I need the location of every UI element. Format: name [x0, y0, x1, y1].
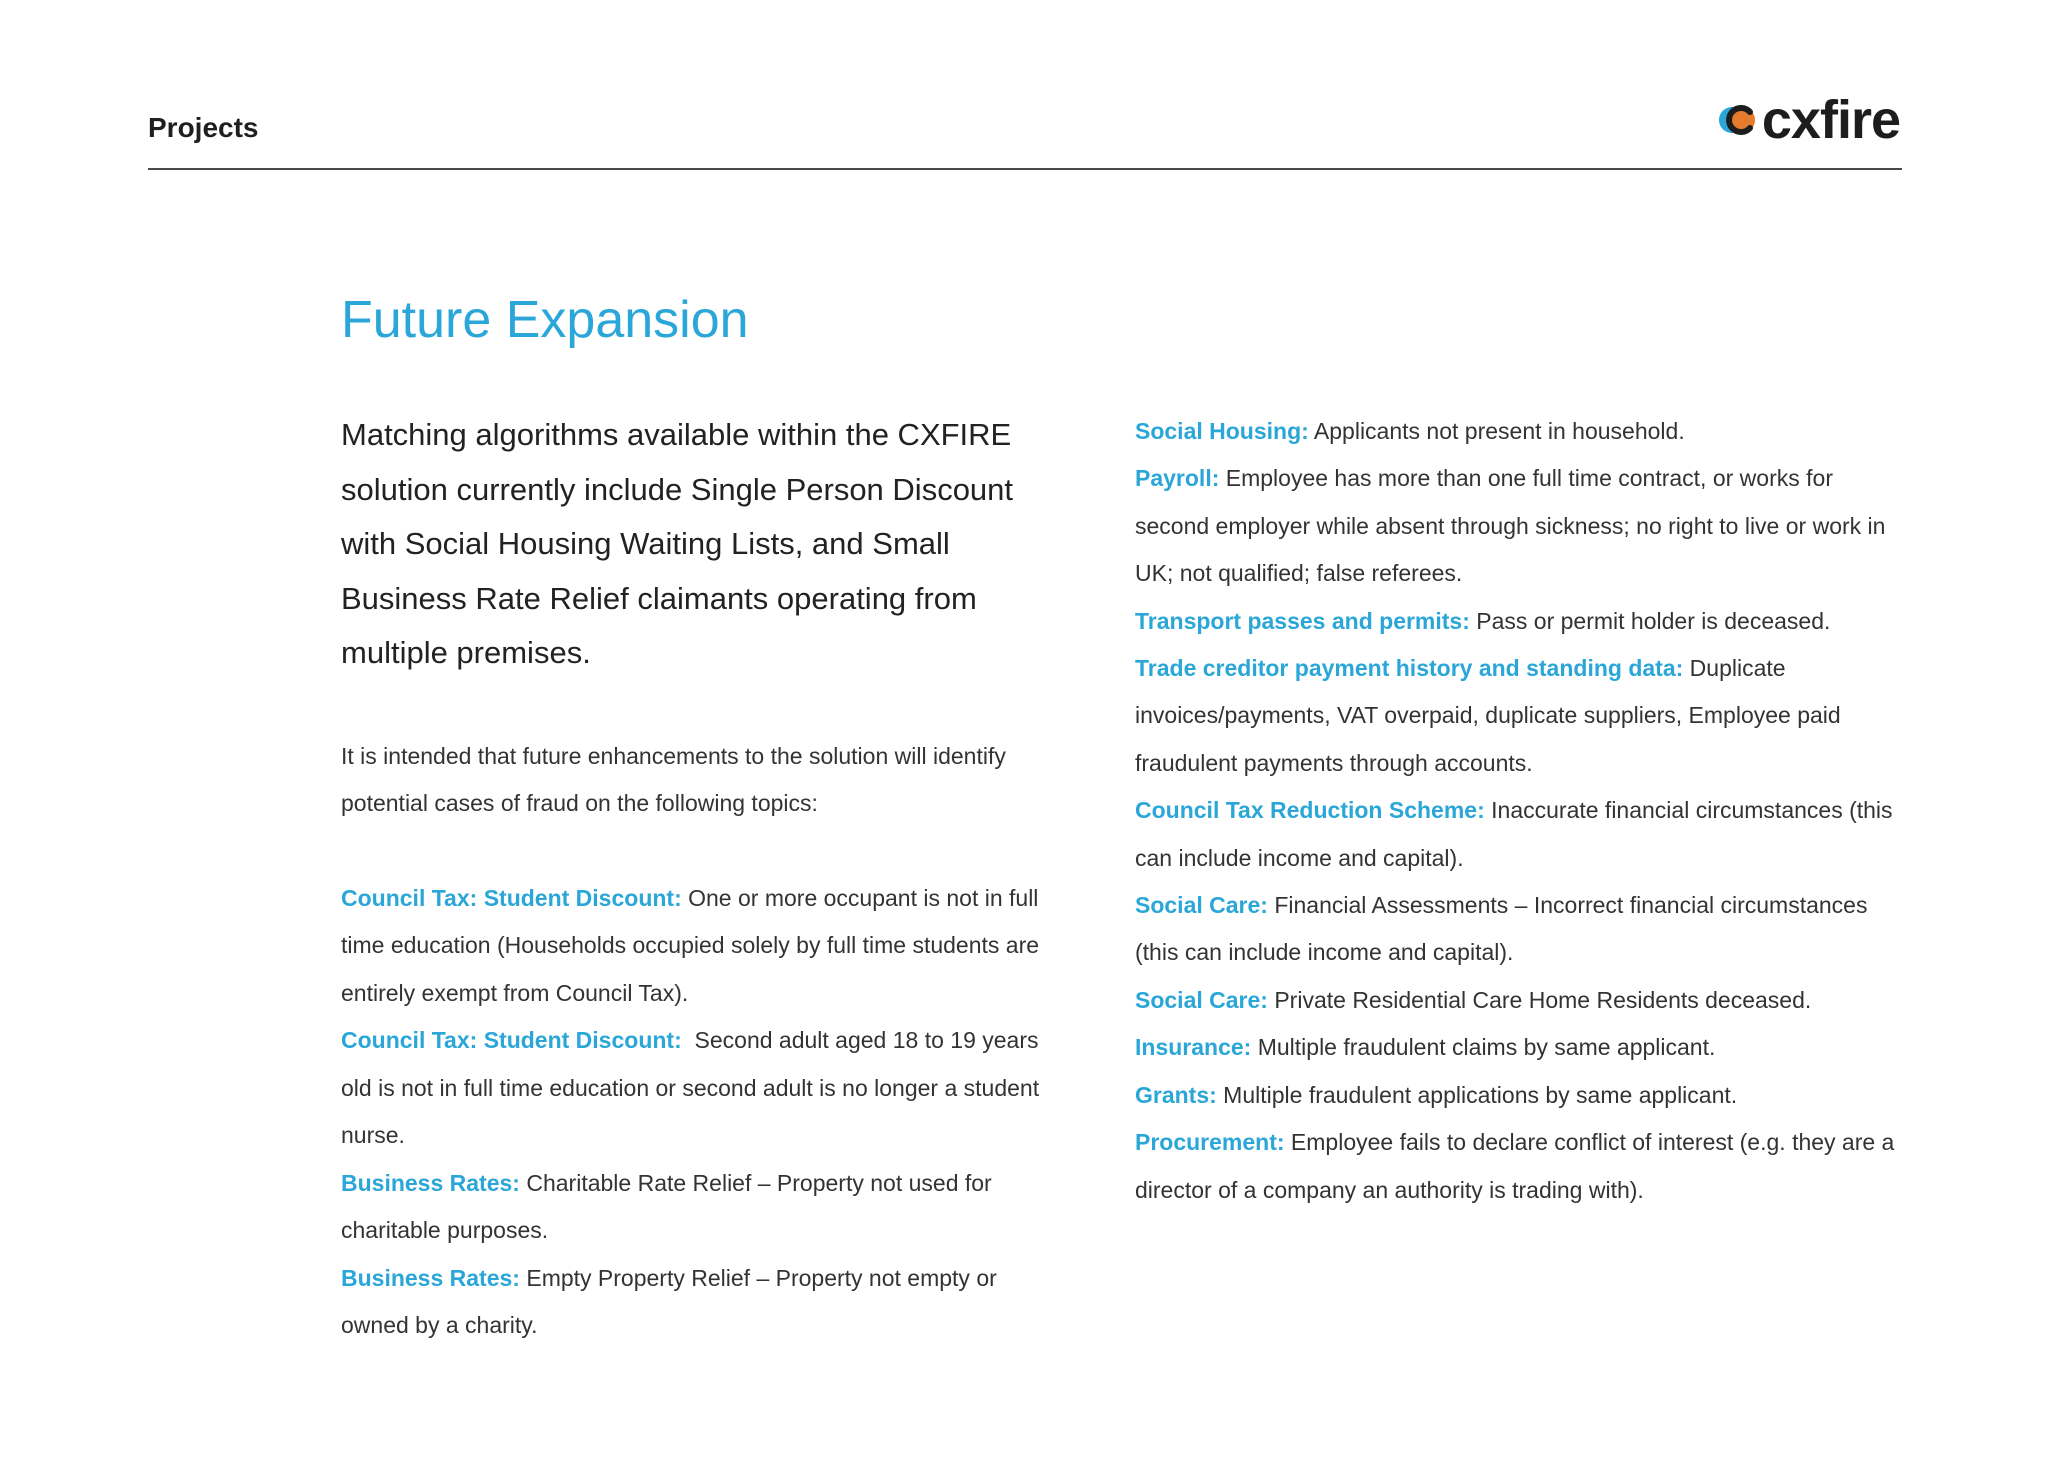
topic-item — [341, 875, 1061, 1018]
topic-text: Pass or permit holder is deceased. — [1469, 607, 1831, 634]
topic-label: Council Tax: Student Discount: — [341, 884, 682, 911]
topic-item — [1135, 1024, 1895, 1071]
topic-text: Duplicate invoices/payments, VAT overpaid, duplicate suppliers, Employee paid fraudulent payments through accounts. — [1135, 655, 1841, 776]
topic-label: Insurance: — [1135, 1034, 1252, 1061]
topic-item — [1135, 645, 1895, 787]
page-title: Future Expansion — [341, 291, 749, 349]
topic-item — [1135, 977, 1895, 1024]
topic-text: Inaccurate financial circumstances (this can include income and capital). — [1135, 797, 1893, 871]
topic-item — [1135, 787, 1895, 882]
topic-text: One or more occupant is not in full time education (Households occupied solely by full time students are entirely exempt from Council Tax). — [341, 884, 1040, 1006]
topic-label: Business Rates: — [341, 1264, 520, 1291]
topic-text: Employee has more than one full time contract, or works for second employer while absent through sickness; no right to live or work in UK; not qualified; false referees. — [1135, 465, 1886, 587]
topic-item — [1135, 1072, 1895, 1119]
topic-text: Second adult aged 18 to 19 years old is not in full time education or second adult is no longer a student nurse. — [341, 1027, 1046, 1148]
topic-label: Transport passes and permits: — [1135, 607, 1470, 634]
topic-text: Applicants not present in household. — [1308, 418, 1685, 444]
topic-item — [341, 1160, 1061, 1255]
topic-label: Social Care: — [1135, 986, 1268, 1013]
topic-label: Grants: — [1135, 1081, 1217, 1108]
brand-name: cxfire — [1761, 90, 1900, 150]
topic-text: Financial Assessments – Incorrect financial circumstances (this can include income and capital). — [1135, 892, 1868, 966]
topic-label: Social Housing: — [1135, 418, 1309, 444]
topic-text: Multiple fraudulent claims by same applicant. — [1251, 1034, 1716, 1061]
topic-item — [341, 1255, 1061, 1350]
page-header — [148, 90, 1902, 170]
logo-mark-icon — [1716, 98, 1760, 142]
topic-label: Social Care: — [1135, 892, 1268, 919]
topic-text: Private Residential Care Home Residents deceased. — [1267, 986, 1812, 1013]
topic-label: Business Rates: — [341, 1169, 520, 1196]
topic-label: Procurement: — [1135, 1129, 1285, 1156]
topic-item — [1135, 1119, 1895, 1214]
left-column — [341, 408, 1061, 1350]
topic-text: Empty Property Relief – Property not empty or owned by a charity. — [341, 1264, 997, 1338]
topic-item — [341, 1017, 1061, 1160]
brand-logo — [1716, 90, 1900, 150]
topic-item — [1135, 455, 1895, 597]
intro-paragraph: It is intended that future enhancements to the solution will identify potential cases of fraud on the following topics: — [341, 742, 1006, 816]
right-column — [1135, 408, 1895, 1214]
topic-item — [1135, 598, 1895, 645]
topic-label: Council Tax Reduction Scheme: — [1135, 797, 1485, 824]
lead-paragraph: Matching algorithms available within the CXFIRE solution currently include Single Person Discount with Social Housing Waiting Lists, and Small Business Rate Relief claimants operating from multiple premises. — [341, 417, 1014, 670]
topic-label: Trade creditor payment history and standing data: — [1135, 655, 1684, 682]
topic-text: Multiple fraudulent applications by same applicant. — [1216, 1081, 1738, 1108]
section-title: Projects — [148, 112, 259, 143]
topic-text: Employee fails to declare conflict of interest (e.g. they are a director of a company an authority is trading with). — [1135, 1129, 1895, 1203]
topic-label: Council Tax: Student Discount: — [341, 1027, 682, 1053]
topic-item — [1135, 882, 1895, 977]
topic-list-left — [341, 875, 1061, 1350]
topic-label: Payroll: — [1135, 465, 1220, 492]
topic-text: Charitable Rate Relief – Property not used for charitable purposes. — [341, 1169, 992, 1243]
topic-item — [1135, 408, 1895, 455]
